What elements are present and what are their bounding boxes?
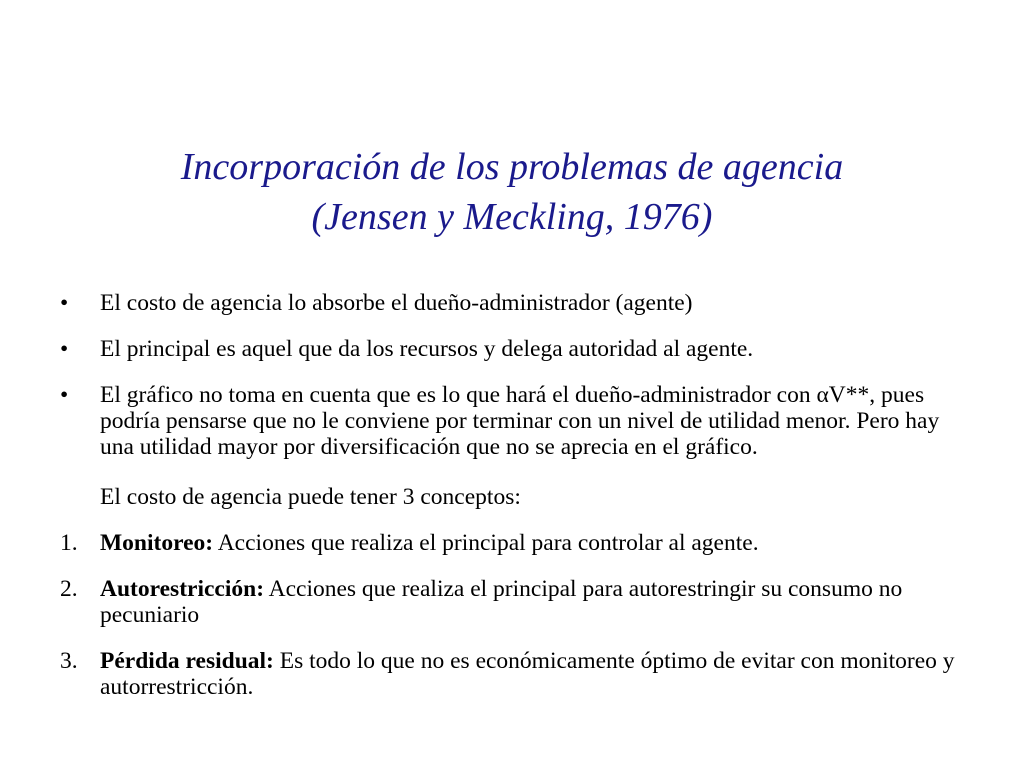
concepts-intro: El costo de agencia puede tener 3 conceptos: <box>100 484 521 510</box>
concept-text: Es todo lo que no es económicamente óptimo de evitar con monitoreo y autorrestricción. <box>100 648 955 700</box>
list-number: 2. <box>60 576 78 602</box>
concept-item-monitoreo <box>60 530 970 556</box>
bullet-text: El costo de agencia lo absorbe el dueño-administrador (agente) <box>100 290 693 316</box>
bullet-item <box>60 290 970 316</box>
bullet-marker: • <box>60 336 69 362</box>
concept-item-autorestriccion <box>60 576 970 628</box>
slide-title-line-2: (Jensen y Meckling, 1976) <box>311 196 713 238</box>
bullet-marker: • <box>60 382 69 408</box>
bullet-text: El principal es aquel que da los recursos y delega autoridad al agente. <box>100 336 754 362</box>
slide-title <box>60 142 964 242</box>
concept-item-perdida-residual <box>60 648 970 700</box>
bullet-item <box>60 382 970 460</box>
bullet-list <box>60 290 970 700</box>
bullet-marker: • <box>60 290 69 316</box>
list-number: 3. <box>60 648 78 674</box>
slide-title-line-1: Incorporación de los problemas de agencia <box>180 146 844 188</box>
concept-text: Acciones que realiza el principal para controlar al agente. <box>213 530 759 556</box>
bullet-item <box>60 336 970 362</box>
list-number: 1. <box>60 530 78 556</box>
concept-text: Acciones que realiza el principal para autorestringir su consumo no pecuniario <box>100 576 903 628</box>
bullet-text: El gráfico no toma en cuenta que es lo que hará el dueño-administrador con αV**, pues podría pensarse que no le conviene por terminar con un nivel de utilidad menor. Pero hay una utilidad mayor por diversificación que no se aprecia en el gráfico. <box>100 382 940 460</box>
concept-term: Pérdida residual: <box>100 648 274 674</box>
concept-term: Monitoreo: <box>100 530 214 556</box>
concept-term: Autorestricción: <box>100 576 265 602</box>
